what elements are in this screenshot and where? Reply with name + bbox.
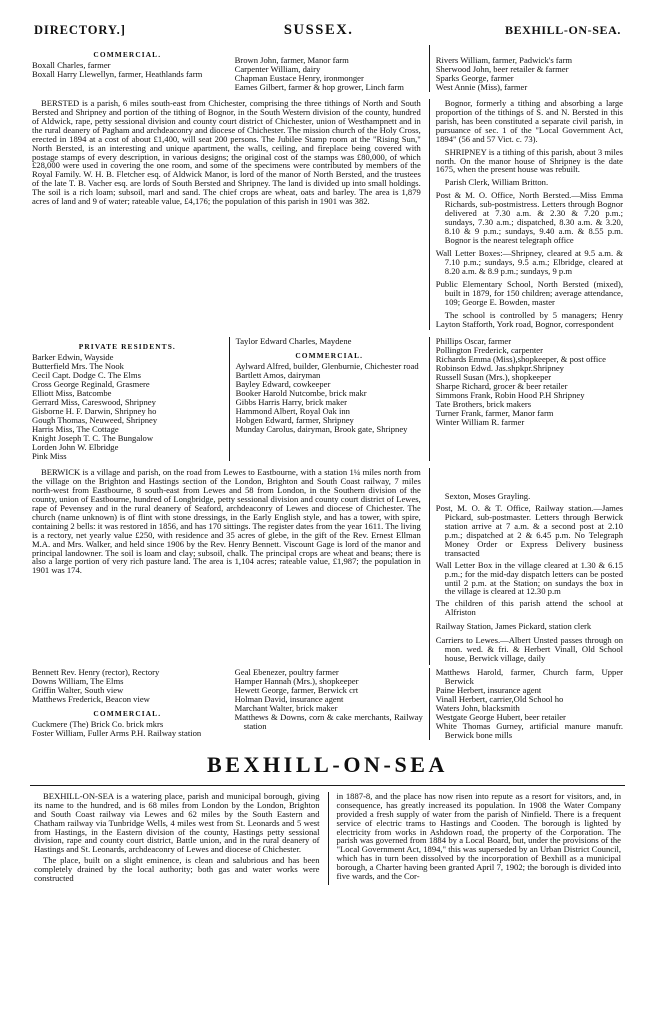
list-item: Matthews Frederick, Beacon view bbox=[32, 693, 150, 704]
list-item: Lorden John W. Elbridge bbox=[32, 442, 119, 453]
list-item: Elliott Miss, Batcombe bbox=[32, 388, 112, 399]
list-item: Sharpe Richard, grocer & beer retailer bbox=[435, 381, 568, 392]
berwick-right-column bbox=[429, 468, 629, 665]
running-head-left: DIRECTORY.] bbox=[34, 23, 126, 37]
page-title: BEXHILL-ON-SEA bbox=[206, 751, 449, 777]
entry-list bbox=[436, 56, 623, 92]
entry-list bbox=[436, 337, 623, 427]
bexhill-paragraph-1: BEXHILL-ON-SEA is a watering place, parish and municipal borough, giving its name to the hundred, and is 68 miles from London by the London, Brighton and South Coast railway via Lewes and 62 miles by the South Eastern and Chatham railway via Tunbridge Wells, 4 miles west from St. Leonards and 5 west from Hastings, in the Eastern division of the county, Hastings petty sessional division, rape and county court district, Battle union, and in the rural deanery of Hastings and St. Leonards, archdeaconry of Lewes and diocese of Chichester. bbox=[34, 790, 320, 855]
bexhill-left-column bbox=[26, 792, 328, 885]
bersted-paragraph: BERSTED is a parish, 6 miles south-east from Chichester, comprising the three tithings of North and South Bersted and Shripney and portion of the tithing of Bognor, in the South Western division of the county, hundred of Aldwick, rape, petty sessional division and county court district of Chichester, union of Westhampnett and in the rural deanery of Pagham and archdeaconry and diocese of Chichester. The mission church of the Holy Cross, erected in 1894 at a cost of about £1,400, will seat 200 persons. The Jubilee Stamp room at the "Rising Sun," North Bersted, is an interesting and unique apartment, the walls, ceiling, and fireplace being covered with postage stamps of every description, in various designs; the original cost of the stamps was £80,000, of which £28,000 were used in covering the one room, and some of the specimens were contributed by members of the Royal Family. W. H. B. Fletcher esq. of Aldwick Manor, is lord of the manor of North Bersted, and the trustees of the late T. B. Vacher esq. are lords of South Bersted and Shripney. The land is divided up into small holdings. The soil is a rich loam; subsoil, marl and sand. The chief crops are wheat, oats and barley. The area is 1,879 acres of land and 9 of water; rateable value, £4,176; the population of this parish in 1901 was 382. bbox=[32, 97, 421, 207]
list-item: Boxall Harry Llewellyn, farmer, Heathlands farm bbox=[32, 68, 203, 79]
list-item: West Annie (Miss), farmer bbox=[435, 81, 528, 92]
berwick-commercial-col-3 bbox=[429, 668, 629, 740]
bersted-commercial-col-2 bbox=[229, 45, 429, 92]
bersted-residents-band bbox=[0, 337, 655, 461]
wall-letter-boxes: Wall Letter Boxes:—Shripney, cleared at 9.5 a.m. & 7.10 p.m.; sundays, 9.5 a.m.; Elbridge, cleared at 8.20 a.m. & 8.9 p.m.; sundays, 9 p.m bbox=[435, 247, 623, 276]
list-item: Westgate George Hubert, beer retailer bbox=[435, 711, 566, 722]
list-item: White Thomas Gurney, artificial manure manufr. Berwick bone mills bbox=[435, 720, 623, 740]
list-item: Marchant Walter, brick maker bbox=[234, 702, 338, 713]
berwick-parish-description bbox=[26, 468, 429, 665]
list-item: Pollington Frederick, carpenter bbox=[435, 345, 543, 356]
list-item: Sparks George, farmer bbox=[435, 72, 514, 83]
list-item: Holman David, insurance agent bbox=[234, 693, 344, 704]
list-item: Robinson Edwd. Jas.shpkpr.Shripney bbox=[435, 363, 564, 374]
bersted-commercial-col-3 bbox=[429, 45, 629, 92]
list-item: Aylward Alfred, builder, Glenburnie, Chichester road bbox=[235, 361, 419, 372]
list-item: Bartlett Amos, dairyman bbox=[235, 370, 321, 381]
list-item: Rivers William, farmer, Padwick's farm bbox=[435, 55, 573, 65]
list-item: Winter William R. farmer bbox=[435, 417, 525, 428]
entry-list bbox=[32, 668, 223, 704]
list-item: Cross George Reginald, Grasmere bbox=[32, 379, 150, 390]
list-item: Hamper Hannah (Mrs.), shopkeeper bbox=[234, 675, 359, 686]
list-item: Hewett George, farmer, Berwick crt bbox=[234, 684, 359, 695]
entry-list bbox=[235, 668, 423, 731]
list-item: Gough Thomas, Neuweed, Shripney bbox=[32, 415, 158, 426]
list-item: Downs William, The Elms bbox=[32, 675, 124, 686]
berwick-sexton: Sexton, Moses Grayling. bbox=[444, 491, 531, 502]
bexhill-paragraph-2: The place, built on a slight eminence, is clean and salubrious and has been completely drained by the local authority; both gas and water works were constructed bbox=[34, 855, 320, 884]
list-item: Sherwood John, beer retailer & farmer bbox=[435, 63, 569, 74]
list-item: Munday Carolus, dairyman, Brook gate, Shripney bbox=[235, 424, 408, 435]
running-head-center: SUSSEX. bbox=[283, 22, 354, 38]
list-item: Gisborne H. F. Darwin, Shripney ho bbox=[32, 406, 157, 417]
shripney-paragraph: SHRIPNEY is a tithing of this parish, about 3 miles north. On the manor house of Shripney is the date 1675, when the present house was rebuilt. bbox=[435, 146, 623, 175]
entry-list bbox=[32, 353, 223, 461]
bersted-right-column bbox=[429, 99, 629, 331]
running-head bbox=[0, 0, 655, 39]
list-item: Richards Emma (Miss),shopkeeper, & post office bbox=[435, 354, 606, 365]
running-head-right: BEXHILL-ON-SEA. bbox=[504, 23, 621, 37]
list-item: Booker Harold Nutcombe, brick makr bbox=[235, 388, 367, 399]
list-item: Cecil Capt. Dodge C. The Elms bbox=[32, 370, 141, 381]
school-managers: The school is controlled by 5 managers; Henry Layton Stafforth, York road, Bognor, correspondent bbox=[435, 309, 623, 329]
list-item: Griffin Walter, South view bbox=[32, 684, 124, 695]
list-item: Bayley Edward, cowkeeper bbox=[235, 379, 331, 390]
list-item: Waters John, blacksmith bbox=[435, 702, 520, 713]
list-item: Cuckmere (The) Brick Co. brick mkrs bbox=[32, 718, 164, 729]
commercial-heading: COMMERCIAL. bbox=[93, 50, 162, 59]
entry-list bbox=[436, 668, 623, 740]
bersted-commercial-col-1 bbox=[26, 45, 229, 92]
berwick-paragraph: BERWICK is a village and parish, on the road from Lewes to Eastbourne, with a station 1¼ miles north from the village on the Brighton and Hastings section of the London, Brighton and South Coast railway, 7 miles north-west from Eastbourne, 8 south-east from Lewes and 58 from London, in the Southern division of the county, union of Eastbourne, hundred of Longbridge, petty sessional division and county court district of Lewes, rape of Pevensey and in the rural deanery of Seaford, archdeaconry of Lewes and diocese of Chichester. The church (name unknown) is of flint with stone dressings, in the Early English style, and has a tower, with spire, containing 2 bells: it was restored in 1856, and has 170 sittings. The register dates from the year 1611. The living is a rectory, net yearly value £250, with residence and 35 acres of glebe, in the gift of the Rev. Ernest Ellman M.A. and Mrs. Walker, and held since 1906 by the Rev. Henry Bennett. Viscount Gage is lord of the manor and principal landowner. The soil is loam and clay; subsoil, chalk. The principal crops are wheat and beans; there is also a large portion of very rich pasture land. The area is 1,104 acres; rateable value, £1,987; the population in 1901 was 174. bbox=[32, 467, 421, 576]
list-item: Gibbs Harris Harry, brick maker bbox=[235, 397, 347, 408]
section-rule bbox=[30, 785, 625, 786]
commercial-heading-2: COMMERCIAL. bbox=[295, 351, 364, 361]
bersted-commercial-third bbox=[429, 337, 629, 461]
berwick-children-school: The children of this parish attend the school at Alfriston bbox=[435, 598, 623, 618]
berwick-railway-station: Railway Station, James Pickard, station clerk bbox=[435, 621, 592, 632]
bersted-private-residents bbox=[26, 337, 229, 461]
parish-clerk: Parish Clerk, William Britton. bbox=[444, 177, 549, 188]
list-item: Harris Miss, The Cottage bbox=[32, 424, 119, 435]
list-item: Chapman Eustace Henry, ironmonger bbox=[234, 72, 364, 83]
bexhill-body bbox=[0, 792, 655, 885]
list-item: Foster William, Fuller Arms P.H. Railway station bbox=[32, 727, 202, 738]
list-item: Taylor Edward Charles, Maydene bbox=[235, 336, 352, 347]
berwick-commercial-heading: COMMERCIAL. bbox=[93, 708, 162, 718]
list-item: Vinall Herbert, carrier,Old School ho bbox=[435, 693, 564, 704]
list-item: Brown John, farmer, Manor farm bbox=[234, 55, 349, 65]
public-elementary-school: Public Elementary School, North Bersted (mixed), built in 1879, for 150 children; average attendance, 109; George E. Bowden, master bbox=[435, 278, 623, 307]
list-item: Tate Brothers, brick makers bbox=[435, 399, 532, 410]
berwick-residents-band bbox=[0, 668, 655, 740]
list-item: Boxall Charles, farmer bbox=[32, 60, 111, 70]
bexhill-right-column bbox=[328, 792, 630, 885]
list-item: Eames Gilbert, farmer & hop grower, Linch farm bbox=[234, 81, 404, 92]
bersted-parish-description bbox=[26, 99, 429, 331]
list-item: Hammond Albert, Royal Oak inn bbox=[235, 406, 350, 417]
berwick-carriers: Carriers to Lewes.—Albert Unsted passes through on mon. wed. & fri. & Herbert Vinall, Old School house, Berwick village, daily bbox=[435, 635, 623, 664]
list-item: Butterfield Mrs. The Nook bbox=[32, 361, 124, 372]
berwick-main-body bbox=[0, 468, 655, 665]
list-item: Bennett Rev. Henry (rector), Rectory bbox=[32, 667, 160, 677]
list-item: Paine Herbert, insurance agent bbox=[435, 684, 542, 695]
bersted-commercial-top bbox=[0, 45, 655, 92]
list-item: Pink Miss bbox=[32, 451, 67, 462]
berwick-wall-letter-box: Wall Letter Box in the village cleared at 1.30 & 6.15 p.m.; for the mid-day dispatch letters can be posted until 2 p.m. at the Station; on sundays the box in the village is cleared at 12.30 p.m bbox=[435, 559, 623, 597]
berwick-post-office: Post, M. O. & T. Office, Railway station.—James Pickard, sub-postmaster. Letters through Berwick station arrive at 7 a.m. & a second post at 2.10 p.m.; dispatched at 2 & 6.45 p.m. No Telegraph Money Order or Express Delivery business transacted bbox=[435, 503, 623, 558]
list-item: Simmons Frank, Robin Hood P.H Shripney bbox=[435, 390, 585, 401]
post-office-info: Post & M. O. Office, North Bersted.—Miss Emma Richards, sub-postmistress. Letters through Bognor delivered at 7.30 a.m. & 2.30 & 7.20 p.m.; sundays, 7.30 a.m.; dispatched, 8.30 a.m. & 3.20, 8.10 & 9 p.m.; sundays, 9.40 a.m. & 8.55 p.m. Bognor is the nearest telegraph office bbox=[435, 190, 623, 245]
entry-list bbox=[32, 61, 223, 79]
private-residents-heading: PRIVATE RESIDENTS. bbox=[78, 342, 176, 352]
list-item: Matthews & Downs, corn & cake merchants, Railway station bbox=[234, 711, 423, 731]
entry-list bbox=[236, 362, 423, 434]
list-item: Carpenter William, dairy bbox=[234, 63, 321, 74]
entry-list bbox=[32, 720, 223, 738]
bexhill-paragraph-3: in 1887-8, and the place has now risen into repute as a resort for visitors, and, in consequence, has greatly increased its population. In 1908 the Water Company provided a fresh supply of water from the parish of Ninfield. There is a frequent service of electric trams to Hastings and Cooden. The borough is lighted by electricity from works in Ashdown road, the property of the Corporation. The parish was governed from 1884 by a Local Board, but, under the provisions of the "Local Government Act, 1894," this was superseded by an Urban District Council, which has in turn been dissolved by the incorporation of Bexhill as a municipal borough, a Charter having been granted April 7, 1902; the borough is divided into five wards, and the Cor- bbox=[336, 790, 621, 882]
bersted-main-body bbox=[0, 99, 655, 331]
list-item: Gerrard Miss, Careswood, Shripney bbox=[32, 397, 156, 408]
bognor-paragraph: Bognor, formerly a tithing and absorbing a large proportion of the tithings of S. and N. Bersted in this parish, has been constituted a separate civil parish, in pursuance of sec. 1 of the "Local Government Act, 1894" (56 and 57 Vict. c. 73). bbox=[435, 97, 623, 144]
list-item: Turner Frank, farmer, Manor farm bbox=[435, 408, 554, 419]
list-item: Barker Edwin, Wayside bbox=[32, 352, 114, 363]
list-item: Phillips Oscar, farmer bbox=[435, 336, 512, 347]
entry-list bbox=[235, 56, 423, 92]
berwick-private-residents bbox=[26, 668, 229, 740]
entry-list bbox=[236, 337, 423, 346]
list-item: Knight Joseph T. C. The Bungalow bbox=[32, 433, 154, 444]
list-item: Matthews Harold, farmer, Church farm, Upper Berwick bbox=[435, 667, 623, 686]
list-item: Geal Ebenezer, poultry farmer bbox=[234, 667, 339, 677]
bersted-commercial-second bbox=[229, 337, 429, 461]
list-item: Russell Susan (Mrs.), shopkeeper bbox=[435, 372, 552, 383]
list-item: Hobgen Edward, farmer, Shripney bbox=[235, 415, 354, 426]
berwick-commercial-col-2 bbox=[229, 668, 429, 740]
